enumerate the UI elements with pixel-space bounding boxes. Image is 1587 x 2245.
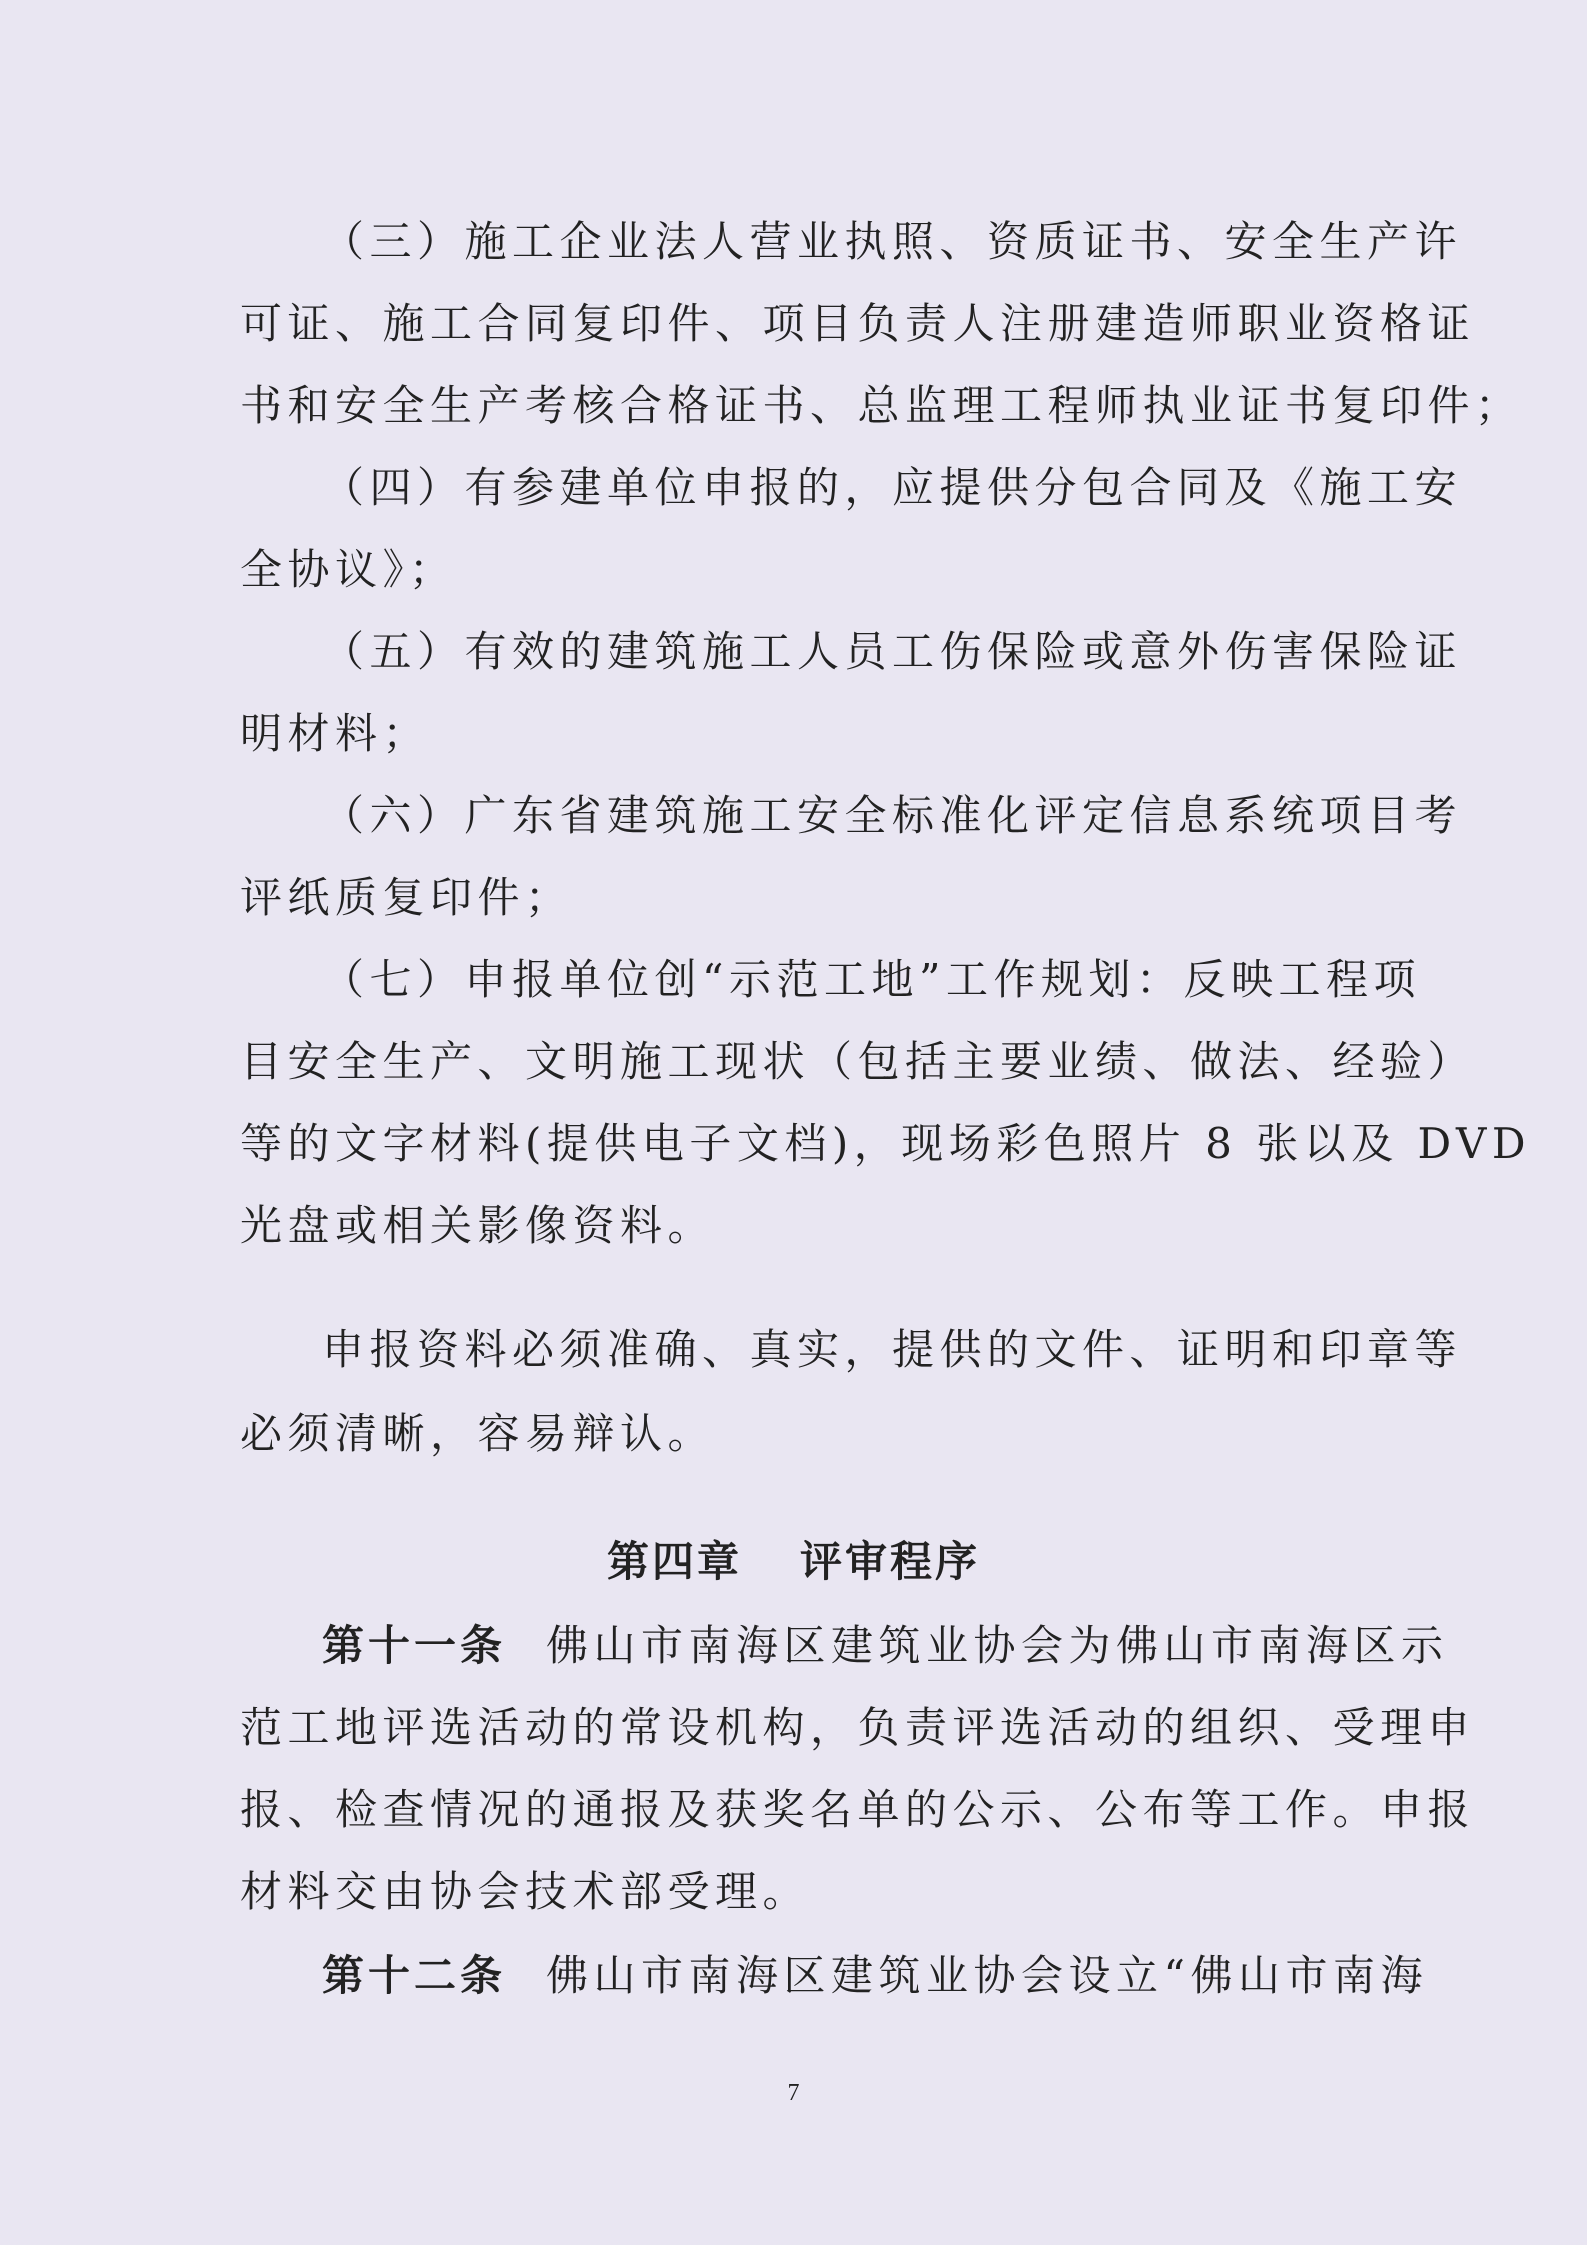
article-11-line-3: 报、检查情况的通报及获奖名单的公示、公布等工作。申报 (240, 1785, 1476, 1834)
item-5-line-2: 明材料； (240, 709, 431, 758)
article-11-line-4: 材料交由协会技术部受理。 (240, 1867, 811, 1916)
item-6-line-1: （六）广东省建筑施工安全标准化评定信息系统项目考 (322, 791, 1463, 840)
item-7-line-4: 光盘或相关影像资料。 (240, 1201, 716, 1250)
item-7-line-3: 等的文字材料(提供电子文档)，现场彩色照片 8 张以及 DVD (240, 1119, 1531, 1168)
chapter-number: 第四章 (606, 1537, 742, 1586)
item-7-line-2: 目安全生产、文明施工现状（包括主要业绩、做法、经验） (240, 1037, 1476, 1086)
article-12-text-1: 佛山市南海区建筑业协会设立“佛山市南海 (546, 1951, 1428, 2000)
item-3-line-2: 可证、施工合同复印件、项目负责人注册建造师职业资格证 (240, 299, 1476, 348)
item-7-line-1: （七）申报单位创“示范工地”工作规划：反映工程项 (322, 955, 1421, 1004)
requirement-line-2: 必须清晰，容易辩认。 (240, 1409, 716, 1458)
item-6-line-2: 评纸质复印件； (240, 873, 573, 922)
item-3-line-3: 书和安全生产考核合格证书、总监理工程师执业证书复印件； (240, 381, 1523, 430)
article-12-label: 第十二条 (322, 1951, 507, 2000)
article-11-text-1: 佛山市南海区建筑业协会为佛山市南海区示 (546, 1621, 1449, 1670)
item-4-line-2: 全协议》； (240, 545, 457, 594)
article-12-line-1 (322, 1946, 1428, 2006)
chapter-title: 评审程序 (800, 1537, 981, 1586)
item-5-line-1: （五）有效的建筑施工人员工伤保险或意外伤害保险证 (322, 627, 1463, 676)
page-number: 7 (787, 2080, 800, 2106)
item-4-line-1: （四）有参建单位申报的，应提供分包合同及《施工安 (322, 463, 1463, 512)
article-11-label: 第十一条 (322, 1621, 507, 1670)
article-11-line-2: 范工地评选活动的常设机构，负责评选活动的组织、受理申 (240, 1703, 1476, 1752)
requirement-line-1: 申报资料必须准确、真实，提供的文件、证明和印章等 (322, 1325, 1463, 1374)
chapter-heading (0, 1532, 1587, 1592)
article-11-line-1 (322, 1616, 1449, 1676)
item-3-line-1: （三）施工企业法人营业执照、资质证书、安全生产许 (322, 217, 1463, 266)
